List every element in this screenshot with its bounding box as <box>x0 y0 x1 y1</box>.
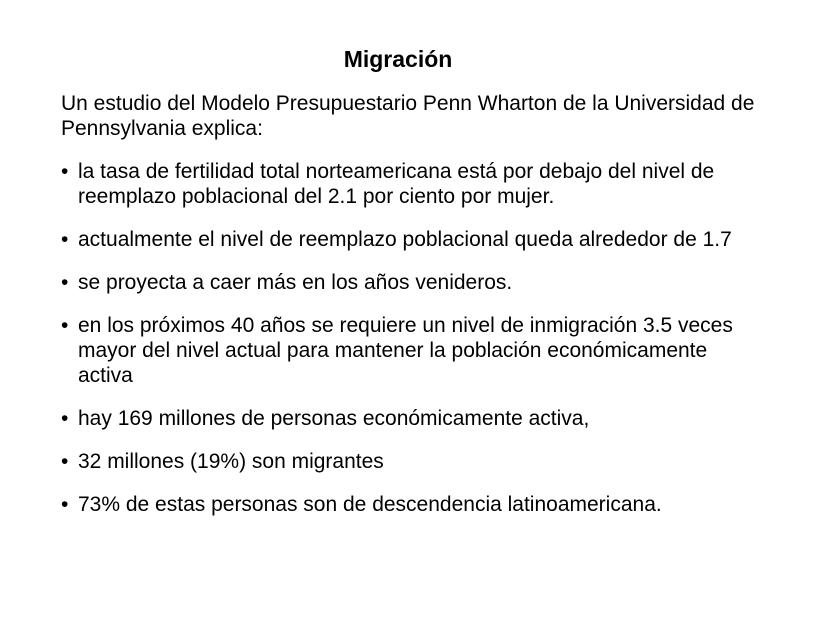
bullet-text: actualmente el nivel de reemplazo poblacional queda alrededor de 1.7 <box>78 228 732 251</box>
bullet-list <box>61 159 761 535</box>
bullet-dot-icon: • <box>61 407 69 430</box>
bullet-dot-icon: • <box>61 450 69 473</box>
bullet-dot-icon: • <box>61 271 69 294</box>
bullet-item <box>61 313 761 388</box>
bullet-item <box>61 492 761 517</box>
bullet-item <box>61 159 761 209</box>
intro-paragraph: Un estudio del Modelo Presupuestario Penn Wharton de la Universidad de Pennsylvania explica: <box>61 92 755 140</box>
bullet-dot-icon: • <box>61 228 69 251</box>
bullet-text: hay 169 millones de personas económicamente activa, <box>78 407 590 430</box>
bullet-item <box>61 227 761 252</box>
bullet-text: se proyecta a caer más en los años venideros. <box>78 271 513 294</box>
bullet-text: 32 millones (19%) son migrantes <box>78 450 384 473</box>
bullet-text: en los próximos 40 años se requiere un nivel de inmigración 3.5 veces mayor del nivel actual para mantener la población económicamente activa <box>78 314 733 387</box>
bullet-item <box>61 449 761 474</box>
bullet-item <box>61 406 761 431</box>
bullet-dot-icon: • <box>61 493 69 516</box>
bullet-dot-icon: • <box>61 314 69 337</box>
slide-title: Migración <box>343 46 453 72</box>
bullet-dot-icon: • <box>61 160 69 183</box>
bullet-text: 73% de estas personas son de descendencia latinoamericana. <box>78 493 662 516</box>
bullet-item <box>61 270 761 295</box>
bullet-text: la tasa de fertilidad total norteamericana está por debajo del nivel de reemplazo poblacional del 2.1 por ciento por mujer. <box>78 160 715 208</box>
